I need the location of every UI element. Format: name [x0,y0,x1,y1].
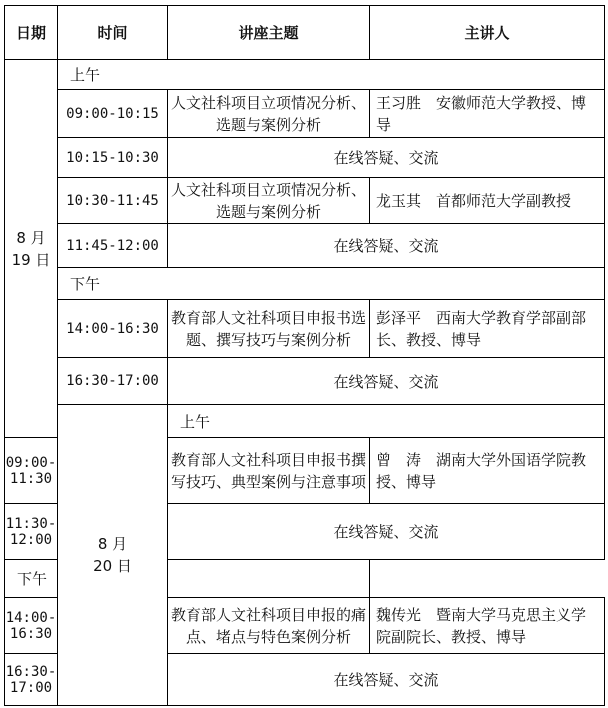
session-row [5,268,605,300]
session-label-afternoon: 下午 [5,560,370,598]
qa-row [5,358,605,405]
time-cell: 14:00-16:30 [58,300,168,358]
lecture-row [5,178,605,224]
header-time: 时间 [58,6,168,60]
header-speaker: 主讲人 [370,6,605,60]
time-cell: 11:45-12:00 [58,224,168,268]
qa-row [5,138,605,178]
lecture-row [5,300,605,358]
topic-cell: 人文社科项目立项情况分析、选题与案例分析 [168,90,370,138]
session-label-morning: 上午 [168,405,605,438]
topic-cell: 人文社科项目立项情况分析、选题与案例分析 [168,178,370,224]
session-row [5,405,605,438]
speaker-cell: 王习胜 安徽师范大学教授、博导 [370,90,605,138]
date-day: 20 日 [93,557,132,575]
time-cell: 09:00-11:30 [5,438,58,504]
time-cell: 16:30-17:00 [5,654,58,706]
speaker-cell: 曾 涛 湖南大学外国语学院教授、博导 [370,438,605,504]
qa-cell: 在线答疑、交流 [168,224,605,268]
qa-cell: 在线答疑、交流 [168,654,605,706]
date-day: 19 日 [11,250,51,269]
speaker-cell: 彭泽平 西南大学教育学部副部长、教授、博导 [370,300,605,358]
date-cell [5,60,58,438]
topic-cell: 教育部人文社科项目申报书选题、撰写技巧与案例分析 [168,300,370,358]
header-date: 日期 [5,6,58,60]
speaker-cell: 龙玉其 首都师范大学副教授 [370,178,605,224]
time-cell: 11:30-12:00 [5,504,58,560]
time-cell: 10:30-11:45 [58,178,168,224]
header-row [5,6,605,60]
time-cell: 16:30-17:00 [58,358,168,405]
qa-cell: 在线答疑、交流 [168,504,605,560]
lecture-schedule-table [4,5,605,706]
qa-cell: 在线答疑、交流 [168,358,605,405]
date-cell [58,405,168,706]
topic-cell: 教育部人文社科项目申报的痛点、堵点与特色案例分析 [168,598,370,654]
speaker-cell: 魏传光 暨南大学马克思主义学院副院长、教授、博导 [370,598,605,654]
lecture-row [5,90,605,138]
session-label-morning: 上午 [58,60,605,90]
date-month: 8 月 [97,535,128,553]
session-label-afternoon: 下午 [58,268,605,300]
date-month: 8 月 [16,228,46,247]
header-topic: 讲座主题 [168,6,370,60]
session-row [5,60,605,90]
time-cell: 14:00-16:30 [5,598,58,654]
topic-cell: 教育部人文社科项目申报书撰写技巧、典型案例与注意事项 [168,438,370,504]
time-cell: 09:00-10:15 [58,90,168,138]
qa-cell: 在线答疑、交流 [168,138,605,178]
time-cell: 10:15-10:30 [58,138,168,178]
qa-row [5,224,605,268]
